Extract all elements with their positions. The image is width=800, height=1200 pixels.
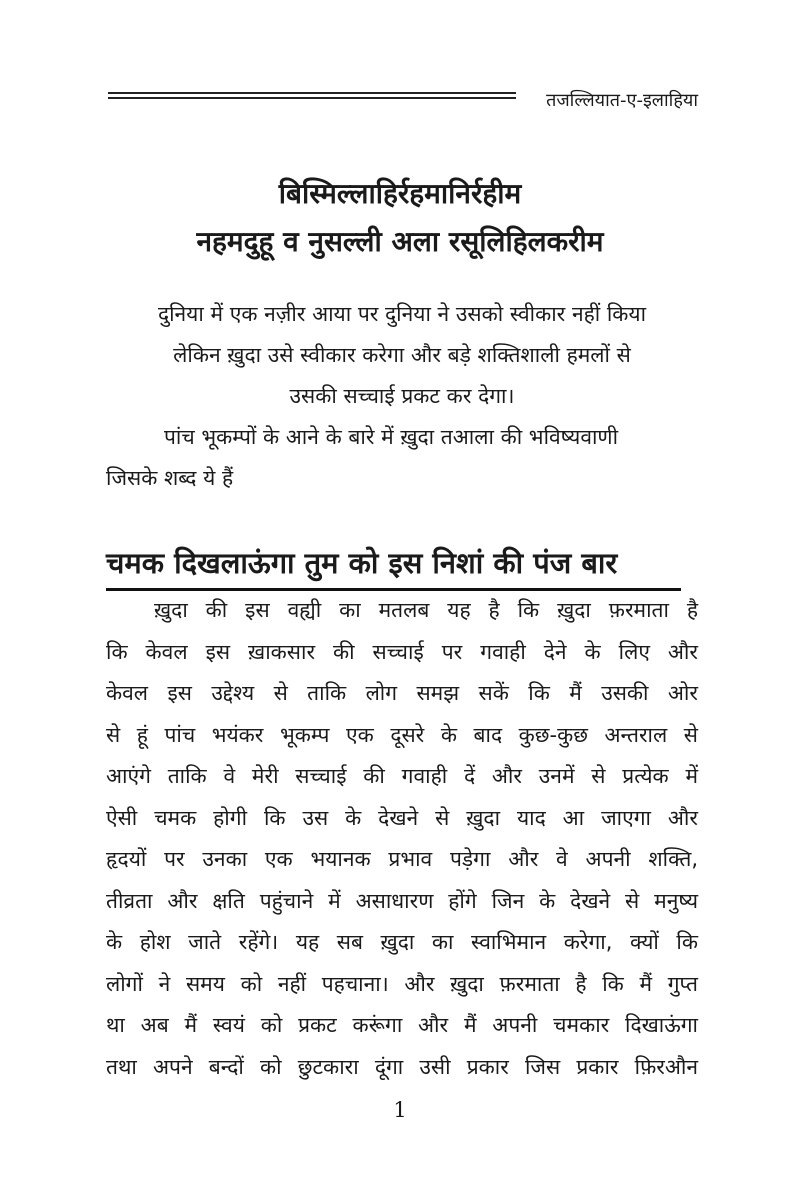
bismillah-line-1: बिस्मिल्लाहिर्रहमानिर्रहीम: [278, 177, 522, 210]
bismillah-line-2: नहमदुहू व नुसल्ली अला रसूलिहिलकरीम: [196, 225, 604, 258]
body-text: [106, 590, 698, 1088]
intro-line: जिसके शब्द ये हैं: [106, 466, 234, 490]
intro-line: उसकी सच्चाई प्रकट कर देगा।: [289, 384, 515, 408]
running-header: [108, 88, 698, 118]
section-heading-text: चमक दिखलाऊंगा तुम को इस निशां की पंज बार: [106, 546, 618, 580]
intro-line: लेकिन ख़ुदा उसे स्वीकार करेगा और बड़े शक्तिशाली हमलों से: [173, 343, 631, 367]
body-line: ऐसी चमक होगी कि उस के देखने से ख़ुदा याद आ जाएगा और: [106, 805, 698, 830]
body-line: आएंगे ताकि वे मेरी सच्चाई की गवाही दें और उनमें से प्रत्येक में: [106, 764, 698, 788]
body-line: लोगों ने समय को नहीं पहचाना। और ख़ुदा फ़रमाता है कि मैं गुप्त: [106, 971, 698, 996]
section-heading: [106, 542, 698, 591]
body-line: था अब मैं स्वयं को प्रकट करूंगा और मैं अपनी चमकार दिखाऊंगा: [106, 1013, 698, 1037]
header-title: तजल्लियात-ए-इलाहिया: [546, 90, 698, 111]
bismillah-block: [0, 170, 800, 266]
body-line: ख़ुदा की इस वह्यी का मतलब यह है कि ख़ुदा फ़रमाता है: [154, 598, 698, 622]
page-number: 1: [393, 1098, 407, 1122]
body-line: से हूं पांच भयंकर भूकम्प एक दूसरे के बाद कुछ-कुछ अन्तराल से: [106, 722, 698, 747]
body-line: तीव्रता और क्षति पहुंचाने में असाधारण होंगे जिन के देखने से मनुष्य: [106, 888, 698, 913]
body-line: हृदयों पर उनका एक भयानक प्रभाव पड़ेगा और वे अपनी शक्ति,: [106, 847, 698, 871]
intro-block: [106, 294, 698, 499]
intro-line: पांच भूकम्पों के आने के बारे में ख़ुदा तआला की भविष्यवाणी: [164, 425, 619, 449]
header-double-rule: [108, 92, 516, 102]
body-line: तथा अपने बन्दों को छुटकारा दूंगा उसी प्रकार जिस प्रकार फ़िरऔन: [106, 1054, 698, 1079]
body-line: के होश जाते रहेंगे। यह सब ख़ुदा का स्वाभिमान करेगा, क्यों कि: [106, 930, 698, 954]
intro-line: दुनिया में एक नज़ीर आया पर दुनिया ने उसको स्वीकार नहीं किया: [157, 302, 647, 326]
body-line: कि केवल इस ख़ाकसार की सच्चाई पर गवाही देने के लिए और: [106, 639, 698, 664]
body-line: केवल इस उद्देश्य से ताकि लोग समझ सकें कि मैं उसकी ओर: [106, 681, 698, 705]
